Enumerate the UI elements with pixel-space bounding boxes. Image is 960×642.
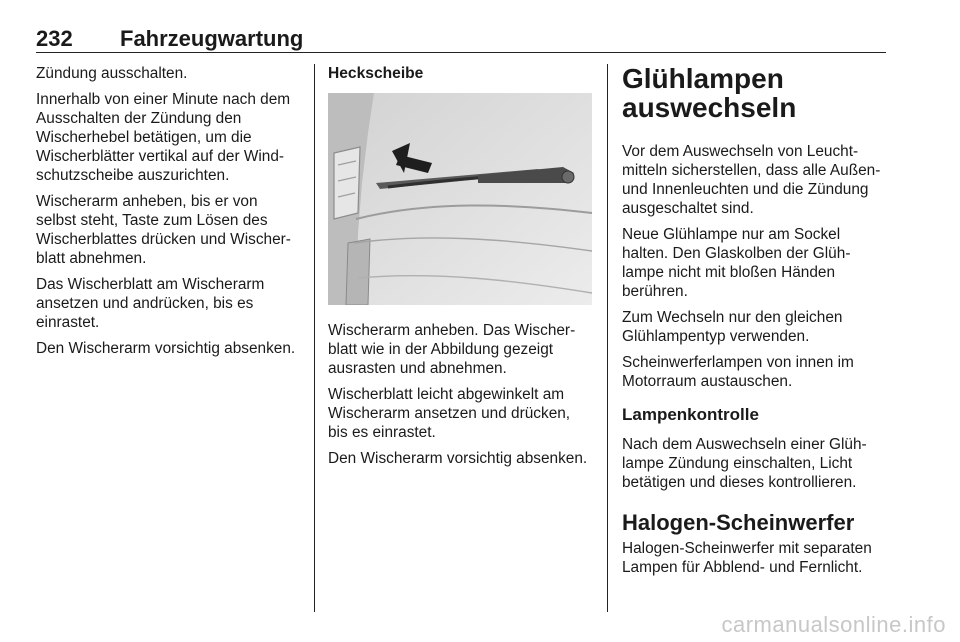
column-divider-2 xyxy=(607,64,608,612)
paragraph: Wischerblatt leicht abgewinkelt am Wischerarm ansetzen und drücken, bis es einrastet. xyxy=(328,386,571,441)
page-header xyxy=(36,26,886,50)
heading-lampenkontrolle: Lampenkontrolle xyxy=(622,405,759,424)
paragraph: Halogen-Scheinwerfer mit separaten Lampen für Abblend- und Fernlicht. xyxy=(622,540,872,576)
paragraph: Innerhalb von einer Minute nach dem Ausschalten der Zündung den Wischerhebel betätigen, um die Wischerblätter vertikal auf der Windschutzscheibe auszurichten. xyxy=(36,91,291,184)
paragraph: Den Wischerarm vorsichtig absenken. xyxy=(328,450,588,467)
paragraph: Den Wischerarm vorsichtig absenken. xyxy=(36,340,296,357)
paragraph: Vor dem Auswechseln von Leuchtmitteln sicherstellen, dass alle Außen- und Innenleuchten und die Zündung ausgeschaltet sind. xyxy=(622,143,881,217)
paragraph: Zündung ausschalten. xyxy=(36,65,188,82)
paragraph: Neue Glühlampe nur am Sockel halten. Den Glaskolben der Glühlampe nicht mit bloßen Händen berühren. xyxy=(622,226,851,300)
column-1 xyxy=(36,64,301,365)
column-3 xyxy=(622,64,887,584)
page-number: 232 xyxy=(36,26,73,51)
column-2 xyxy=(328,64,593,475)
paragraph: Nach dem Auswechseln einer Glühlampe Zündung einschalten, Licht betätigen und dieses kontrollieren. xyxy=(622,436,867,491)
paragraph: Zum Wechseln nur den gleichen Glühlampentyp verwenden. xyxy=(622,309,843,345)
paragraph: Wischerarm anheben, bis er von selbst steht, Taste zum Lösen des Wischerblattes drücken und Wischerblatt abnehmen. xyxy=(36,193,291,267)
paragraph: Wischerarm anheben. Das Wischerblatt wie in der Abbildung gezeigt ausrasten und abnehmen. xyxy=(328,322,576,377)
header-rule xyxy=(36,52,886,53)
section-heading-heckscheibe: Heckscheibe xyxy=(328,65,424,82)
paragraph: Scheinwerferlampen von innen im Motorraum austauschen. xyxy=(622,354,854,390)
paragraph: Das Wischerblatt am Wischerarm ansetzen und andrücken, bis es einrastet. xyxy=(36,276,265,331)
heading-halogen-scheinwerfer: Halogen-Scheinwerfer xyxy=(622,510,855,535)
chapter-title: Fahrzeugwartung xyxy=(120,26,304,51)
watermark: carmanualsonline.info xyxy=(721,612,946,637)
column-divider-1 xyxy=(314,64,315,612)
heading-gluehlampen-auswechseln: Glühlampen auswechseln xyxy=(622,63,797,123)
rear-wiper-illustration xyxy=(328,93,592,305)
